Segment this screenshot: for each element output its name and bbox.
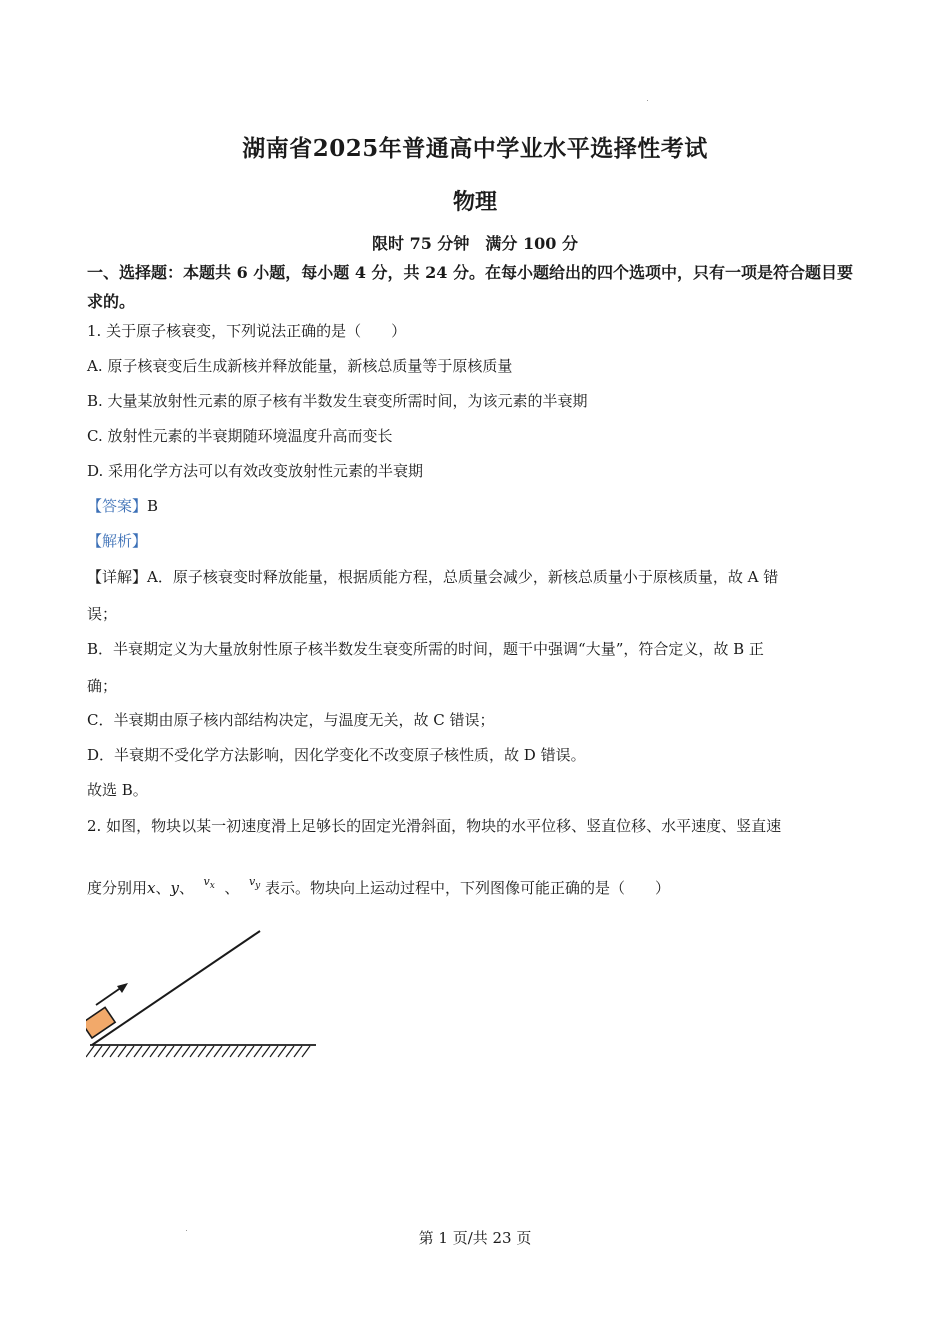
separator: 、 bbox=[155, 879, 171, 897]
subject-title: 物理 bbox=[452, 189, 497, 215]
separator: 、 bbox=[224, 879, 240, 897]
exam-title: 湖南省2025年普通高中学业水平选择性考试 bbox=[242, 135, 708, 162]
page-footer: 第 1 页/共 23 页 bbox=[418, 1229, 532, 1247]
var-x: x bbox=[147, 879, 156, 897]
detail-a-line1 bbox=[87, 566, 778, 587]
detail-b-line1: B．半衰期定义为大量放射性原子核半数发生衰变所需的时间，题干中强调“大量”，符合定义，故 B 正 bbox=[87, 640, 764, 658]
separator: 、 bbox=[178, 879, 194, 897]
detail-tag: 【详解】 bbox=[87, 568, 148, 586]
hatch-mark bbox=[86, 1046, 94, 1057]
q1-option-c: C. 放射性元素的半衰期随环境温度升高而变长 bbox=[87, 427, 393, 445]
hatch-mark bbox=[262, 1046, 270, 1057]
hatch-mark bbox=[278, 1046, 286, 1057]
answer-tag: 【答案】 bbox=[87, 497, 148, 515]
vy-symbol: v bbox=[248, 875, 256, 888]
hatch-mark bbox=[102, 1046, 110, 1057]
vx-subscript: x bbox=[209, 881, 215, 892]
detail-a-line2: 误； bbox=[87, 605, 118, 623]
vx-symbol: v bbox=[203, 875, 210, 888]
arrow-head bbox=[117, 983, 128, 993]
hatch-mark bbox=[294, 1046, 302, 1057]
ground-hatching bbox=[86, 1046, 310, 1057]
velocity-arrow bbox=[96, 983, 128, 1005]
hatch-mark bbox=[190, 1046, 198, 1057]
detail-b-line2: 确； bbox=[87, 677, 118, 695]
var-vy bbox=[248, 875, 261, 892]
time-limit: 限时 75 分钟 满分 100 分 bbox=[372, 234, 578, 253]
hatch-mark bbox=[126, 1046, 134, 1057]
q1-stem: 1. 关于原子核衰变，下列说法正确的是（ ） bbox=[87, 322, 407, 340]
section-heading: 一、选择题：本题共 6 小题，每小题 4 分，共 24 分。在每小题给出的四个选项中，只有一项是符合题目要求的。 bbox=[87, 263, 853, 311]
detail-a-text: A．原子核衰变时释放能量，根据质能方程，总质量会减少，新核总质量小于原核质量，故 A 错 bbox=[147, 568, 779, 586]
incline-surface bbox=[92, 931, 260, 1045]
hatch-mark bbox=[150, 1046, 158, 1057]
hatch-mark bbox=[302, 1046, 310, 1057]
hatch-mark bbox=[142, 1046, 150, 1057]
q2-suffix: 表示。物块向上运动过程中，下列图像可能正确的是（ ） bbox=[265, 879, 671, 897]
hatch-mark bbox=[118, 1046, 126, 1057]
speck-bottom bbox=[186, 1230, 187, 1231]
q1-option-b: B. 大量某放射性元素的原子核有半数发生衰变所需时间，为该元素的半衰期 bbox=[87, 392, 588, 410]
detail-c: C．半衰期由原子核内部结构决定，与温度无关，故 C 错误； bbox=[87, 711, 495, 729]
q1-option-a: A. 原子核衰变后生成新核并释放能量，新核总质量等于原核质量 bbox=[87, 357, 513, 375]
hatch-mark bbox=[238, 1046, 246, 1057]
hatch-mark bbox=[94, 1046, 102, 1057]
vy-subscript: y bbox=[255, 881, 261, 892]
var-vx bbox=[203, 875, 215, 892]
hatch-mark bbox=[286, 1046, 294, 1057]
hatch-mark bbox=[166, 1046, 174, 1057]
q1-answer bbox=[87, 495, 158, 516]
q2-prefix: 度分别用 bbox=[87, 879, 148, 897]
var-y: y bbox=[170, 879, 179, 897]
hatch-mark bbox=[222, 1046, 230, 1057]
hatch-mark bbox=[214, 1046, 222, 1057]
analysis-tag: 【解析】 bbox=[87, 532, 148, 550]
hatch-mark bbox=[158, 1046, 166, 1057]
hatch-mark bbox=[110, 1046, 118, 1057]
hatch-mark bbox=[174, 1046, 182, 1057]
hatch-mark bbox=[254, 1046, 262, 1057]
hatch-mark bbox=[230, 1046, 238, 1057]
answer-value: B bbox=[147, 497, 159, 515]
speck-top bbox=[647, 100, 648, 101]
q1-option-d: D. 采用化学方法可以有效改变放射性元素的半衰期 bbox=[87, 462, 424, 480]
hatch-mark bbox=[206, 1046, 214, 1057]
q2-stem-line1: 2. 如图，物块以某一初速度滑上足够长的固定光滑斜面，物块的水平位移、竖直位移、水平速度、竖直速 bbox=[87, 817, 782, 835]
q2-stem-line2 bbox=[87, 877, 670, 899]
hatch-mark bbox=[134, 1046, 142, 1057]
incline-diagram bbox=[86, 925, 326, 1065]
conclusion: 故选 B。 bbox=[87, 781, 148, 799]
hatch-mark bbox=[246, 1046, 254, 1057]
detail-d: D．半衰期不受化学方法影响，因化学变化不改变原子核性质，故 D 错误。 bbox=[87, 746, 586, 764]
hatch-mark bbox=[182, 1046, 190, 1057]
hatch-mark bbox=[198, 1046, 206, 1057]
hatch-mark bbox=[270, 1046, 278, 1057]
